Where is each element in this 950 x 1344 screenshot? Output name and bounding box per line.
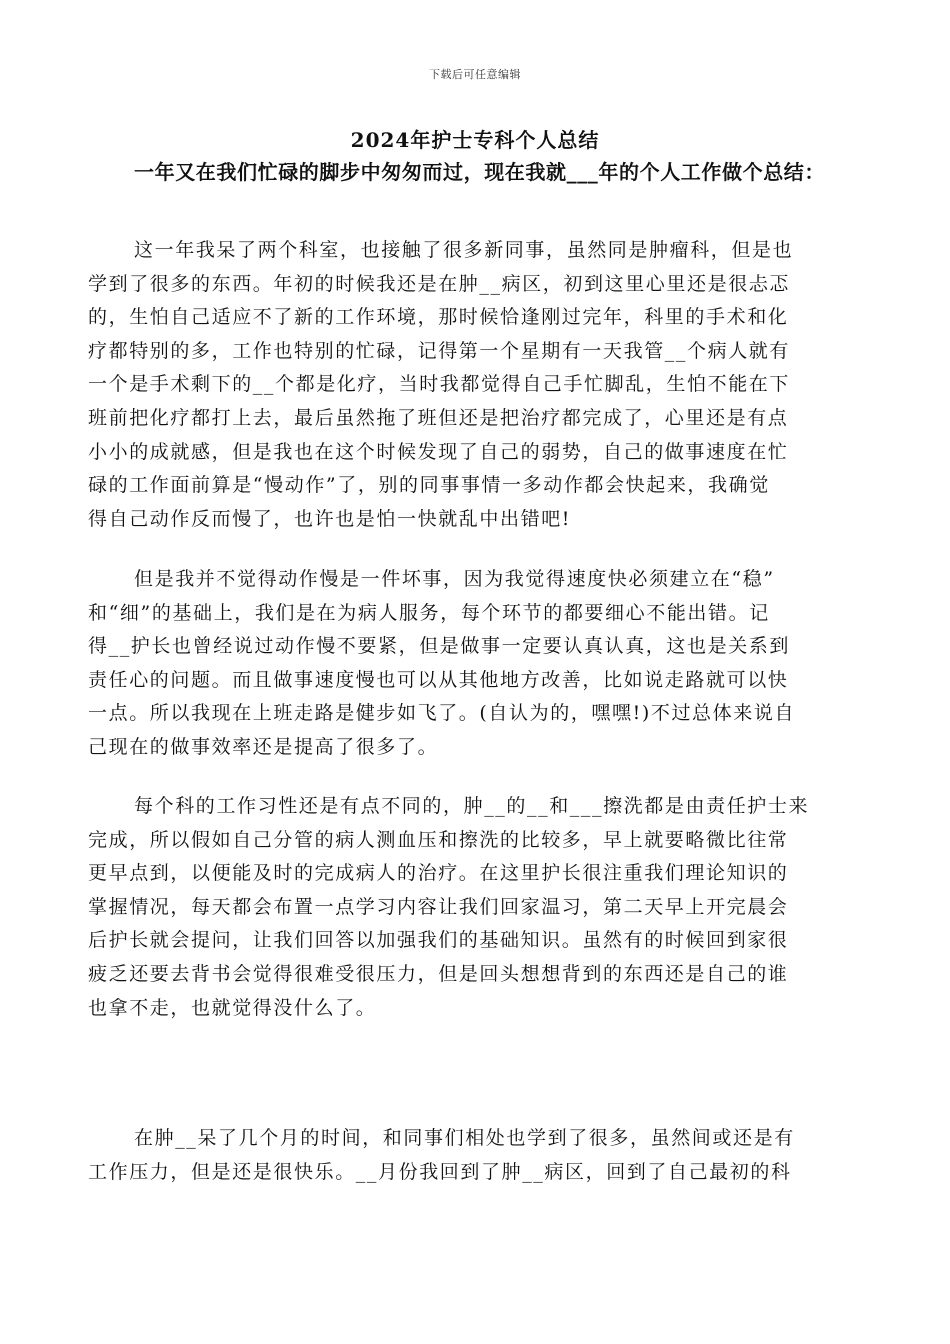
text-line: 这一年我呆了两个科室，也接触了很多新同事，虽然同是肿瘤科，但是也 [134,239,794,261]
text-line: 的，生怕自己适应不了新的工作环境，那时候恰逢刚过完年，科里的手术和化 [88,306,789,329]
text-line: 小小的成就感，但是我也在这个时候发现了自己的弱势，自己的做事速度在忙 [88,440,789,463]
text-line: 责任心的问题。而且做事速度慢也可以从其他地方改善，比如说走路就可以快 [88,668,789,691]
header-note: 下载后可任意编辑 [429,68,521,81]
text-line: 每个科的工作习性还是有点不同的，肿__的__和___擦洗都是由责任护士来 [134,795,810,817]
paragraph-body [88,234,858,536]
page-title: 2024年护士专科个人总结 [350,128,600,152]
paragraph-1 [88,234,858,562]
text-line: 得自己动作反而慢了，也许也是怕一快就乱中出错吧! [88,507,572,530]
text-line: 完成，所以假如自己分管的病人测血压和擦洗的比较多，早上就要略微比往常 [88,828,789,851]
text-line: 也拿不走，也就觉得没什么了。 [88,996,377,1019]
text-line: 一点。所以我现在上班走路是健步如飞了。(自认为的，嘿嘿!)不过总体来说自 [88,702,796,725]
paragraph-body [88,563,858,765]
text-line: 疲乏还要去背书会觉得很难受很压力，但是回头想想背到的东西还是自己的谁 [88,962,789,985]
paragraph-2 [88,563,858,791]
paragraph-3 [88,790,858,1051]
paragraph-4 [88,1122,858,1215]
text-line: 一个是手术剩下的__个都是化疗，当时我都觉得自己手忙脚乱，生怕不能在下 [88,373,791,396]
text-line: 和“细”的基础上，我们是在为病人服务，每个环节的都要细心不能出错。记 [88,601,770,624]
text-line: 更早点到，以便能及时的完成病人的治疗。在这里护长很注重我们理论知识的 [88,862,789,885]
text-line: 工作压力，但是还是很快乐。__月份我回到了肿__病区，回到了自己最初的科 [88,1160,792,1183]
text-line: 学到了很多的东西。年初的时候我还是在肿__病区，初到这里心里还是很忐忑 [88,272,791,295]
text-line: 疗都特别的多，工作也特别的忙碌，记得第一个星期有一天我管__个病人就有 [88,339,791,362]
text-line: 在肿__呆了几个月的时间，和同事们相处也学到了很多，虽然间或还是有 [134,1127,795,1149]
text-line: 掌握情况，每天都会布置一点学习内容让我们回家温习，第二天早上开完晨会 [88,895,789,918]
text-line: 得__护长也曾经说过动作慢不要紧，但是做事一定要认真认真，这也是关系到 [88,635,791,658]
text-line: 但是我并不觉得动作慢是一件坏事，因为我觉得速度快必须建立在“稳” [134,568,775,590]
intro-line: 一年又在我们忙碌的脚步中匆匆而过，现在我就___年的个人工作做个总结： [134,160,825,184]
paragraph-body [88,1122,858,1189]
paragraph-body [88,790,858,1025]
text-line: 班前把化疗都打上去，最后虽然拖了班但还是把治疗都完成了，心里还是有点 [88,406,789,429]
text-line: 后护长就会提问，让我们回答以加强我们的基础知识。虽然有的时候回到家很 [88,929,789,952]
text-line: 己现在的做事效率还是提高了很多了。 [88,735,439,758]
text-line: 碌的工作面前算是“慢动作”了，别的同事事情一多动作都会快起来，我确觉 [88,474,770,497]
